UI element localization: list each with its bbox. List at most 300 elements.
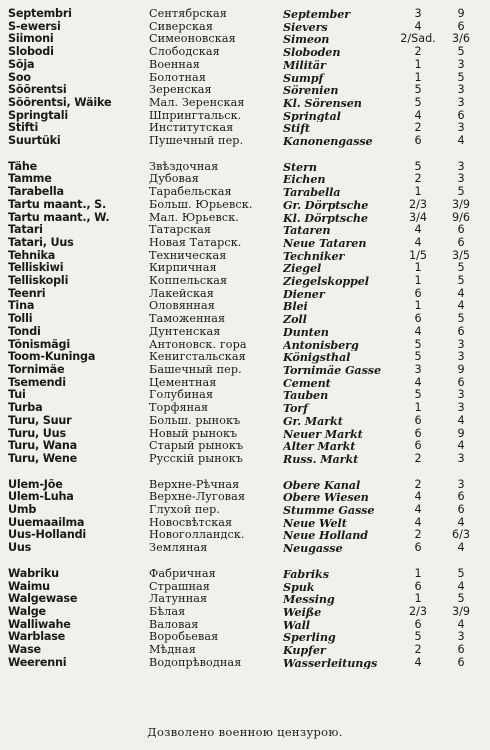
estonian-name: Uuemaailma [8, 516, 85, 529]
table-row [8, 8, 482, 21]
section-number: 4 [457, 287, 465, 300]
estonian-name: Turu, Uus [8, 427, 66, 440]
estonian-name: Turu, Wene [8, 452, 78, 465]
table-row [8, 72, 482, 85]
section-number: 4 [457, 542, 465, 555]
estonian-name: Tamme [8, 173, 52, 186]
russian-name: Бѣлая [149, 605, 186, 618]
table-row [8, 504, 482, 517]
estonian-name: Tsemendi [8, 376, 66, 389]
german-name: Eichen [283, 173, 326, 187]
estonian-name: S-ewersi [8, 20, 61, 33]
german-name: Ziegelskoppel [283, 275, 369, 288]
district-number: 2/3 [408, 605, 427, 618]
estonian-name: Siimoni [8, 33, 54, 46]
russian-name: Латунная [149, 593, 208, 606]
russian-name: Звѣздочная [149, 160, 219, 173]
section-number: 5 [457, 593, 465, 606]
table-row [8, 326, 482, 339]
german-name: Tornimäe Gasse [283, 363, 381, 377]
group-spacer [8, 555, 482, 568]
table-body [8, 8, 482, 669]
section-number: 4 [457, 414, 465, 427]
estonian-name: Tondi [8, 325, 41, 338]
district-number: 3 [414, 363, 422, 376]
estonian-name: Wase [8, 644, 41, 657]
table-row [8, 644, 482, 657]
table-row [8, 199, 482, 212]
table-row [8, 33, 482, 46]
russian-name: Зеренская [149, 84, 212, 97]
table-row [8, 173, 482, 186]
district-number: 4 [414, 504, 422, 517]
district-number: 6 [414, 580, 422, 593]
russian-name: Институтская [149, 122, 234, 135]
russian-name: Коппельская [149, 275, 228, 288]
estonian-name: Tornimäe [8, 363, 65, 376]
russian-name: Кенигстальская [149, 351, 246, 364]
district-number: 6 [414, 427, 422, 440]
estonian-name: Toom-Kuninga [8, 351, 96, 364]
section-number: 9/6 [451, 211, 470, 224]
section-number: 3 [457, 452, 465, 465]
section-number: 4 [457, 618, 465, 631]
estonian-name: Sõõrentsi [8, 84, 67, 97]
district-number: 5 [414, 96, 422, 109]
russian-name: Болотная [149, 71, 206, 84]
german-name: Gr. Dörptsche [283, 198, 369, 212]
table-row [8, 415, 482, 428]
estonian-name: Tähe [8, 160, 38, 173]
russian-name: Глухой пер. [149, 504, 221, 517]
table-row [8, 606, 482, 619]
district-number: 2 [414, 529, 422, 542]
russian-name: Русскій рынокъ [149, 452, 243, 465]
russian-name: Новосвѣтская [149, 516, 233, 529]
german-name: September [283, 8, 351, 21]
section-number: 3 [457, 351, 465, 364]
estonian-name: Wabriku [8, 567, 59, 580]
table-row [8, 84, 482, 97]
district-number: 4 [414, 224, 422, 237]
section-number: 3 [457, 84, 465, 97]
russian-name: Кирпичная [149, 262, 217, 275]
district-number: 4 [414, 236, 422, 249]
german-name: Sloboden [283, 46, 341, 59]
german-name: Diener [283, 287, 325, 301]
russian-name: Больш. Юрьевск. [149, 198, 253, 211]
district-number: 4 [414, 109, 422, 122]
district-number: 5 [414, 351, 422, 364]
censorship-note: Дозволено военною цензурою. [147, 725, 343, 739]
estonian-name: Tolli [8, 313, 33, 326]
russian-name: Больш. рынокъ [149, 414, 241, 427]
estonian-name: Springtali [8, 109, 68, 122]
section-number: 6 [457, 504, 465, 517]
section-number: 5 [457, 567, 465, 580]
german-name: Fabriks [283, 567, 329, 581]
estonian-name: Tarabella [8, 186, 64, 199]
district-number: 4 [414, 516, 422, 529]
district-number: 4 [414, 20, 422, 33]
section-number: 3 [457, 389, 465, 402]
table-row [8, 428, 482, 441]
german-name: Zoll [283, 313, 307, 326]
russian-name: Башечный пер. [149, 363, 242, 376]
district-number: 4 [414, 491, 422, 504]
estonian-name: Stifti [8, 122, 39, 135]
russian-name: Новоголландск. [149, 529, 245, 542]
section-number: 3 [457, 122, 465, 135]
estonian-name: Tatari [8, 224, 43, 237]
russian-name: Торфяная [149, 402, 209, 415]
estonian-name: Walgewase [8, 593, 78, 606]
table-row [8, 542, 482, 555]
table-row [8, 122, 482, 135]
section-number: 5 [457, 262, 465, 275]
russian-name: Военная [149, 58, 200, 71]
german-name: Spuk [283, 580, 315, 594]
german-name: Weiße [283, 605, 322, 619]
russian-name: Воробьевая [149, 631, 219, 644]
estonian-name: Suurtüki [8, 135, 61, 148]
german-name: Blei [283, 300, 308, 314]
estonian-name: Uus-Hollandi [8, 529, 87, 542]
german-name: Königsthal [283, 351, 351, 364]
table-row [8, 402, 482, 415]
estonian-name: Slobodi [8, 46, 54, 59]
german-name: Stumme Gasse [283, 504, 375, 517]
german-name: Wasserleitungs [283, 656, 378, 670]
section-number: 3 [457, 160, 465, 173]
section-number: 6 [457, 236, 465, 249]
estonian-name: Teenri [8, 287, 46, 300]
russian-name: Старый рынокъ [149, 440, 244, 453]
german-name: Sumpf [283, 71, 324, 85]
section-number: 3/9 [451, 198, 470, 211]
russian-name: Дунтенская [149, 325, 221, 338]
district-number: 6 [414, 135, 422, 148]
table-row [8, 339, 482, 352]
table-row [8, 440, 482, 453]
german-name: Obere Kanal [283, 478, 361, 492]
russian-name: Дубовая [149, 173, 199, 186]
section-number: 3/5 [451, 249, 470, 262]
german-name: Neue Tataren [283, 236, 367, 250]
district-number: 4 [414, 376, 422, 389]
estonian-name: Sõõrentsi, Wäike [8, 96, 112, 109]
district-number: 1 [414, 71, 422, 84]
estonian-name: Weerenni [8, 656, 67, 669]
estonian-name: Soo [8, 71, 31, 84]
russian-name: Новая Татарск. [149, 236, 242, 249]
district-number: 3 [414, 8, 422, 20]
russian-name: Мал. Зеренская [149, 96, 245, 109]
estonian-name: Tui [8, 389, 26, 402]
street-name-table [8, 8, 482, 669]
table-row [8, 479, 482, 492]
district-number: 6 [414, 618, 422, 631]
section-number: 3 [457, 631, 465, 644]
section-number: 6 [457, 644, 465, 657]
russian-name: Сиверская [149, 20, 213, 33]
district-number: 2 [414, 478, 422, 491]
section-number: 6/3 [451, 529, 470, 542]
section-number: 6 [457, 109, 465, 122]
table-row [8, 186, 482, 199]
russian-name: Верхне-Луговая [149, 491, 246, 504]
table-row [8, 453, 482, 466]
russian-name: Водопрѣводная [149, 656, 242, 669]
table-row [8, 250, 482, 263]
table-row [8, 517, 482, 530]
district-number: 2 [414, 122, 422, 135]
german-name: Sperling [283, 631, 336, 645]
russian-name: Голубиная [149, 389, 214, 402]
district-number: 1 [414, 300, 422, 313]
section-number: 6 [457, 491, 465, 504]
german-name: Neue Welt [283, 516, 347, 530]
district-number: 5 [414, 631, 422, 644]
german-name: Wall [283, 618, 310, 632]
german-name: Tarabella [283, 186, 341, 199]
estonian-name: Sõja [8, 58, 35, 71]
table-row [8, 288, 482, 301]
district-number: 2/3 [408, 198, 427, 211]
russian-name: Верхне-Рѣчная [149, 478, 240, 491]
german-name: Russ. Markt [283, 452, 359, 466]
russian-name: Техническая [149, 249, 227, 262]
district-number: 4 [414, 325, 422, 338]
table-row [8, 313, 482, 326]
section-number: 3 [457, 402, 465, 415]
estonian-name: Turba [8, 402, 43, 415]
table-row [8, 351, 482, 364]
district-number: 2 [414, 644, 422, 657]
estonian-name: Tartu maant., W. [8, 211, 110, 224]
german-name: Tauben [283, 389, 329, 403]
german-name: Messing [283, 593, 335, 606]
estonian-name: Waimu [8, 580, 50, 593]
estonian-name: Walge [8, 605, 46, 618]
section-number: 3 [457, 96, 465, 109]
group-spacer [8, 148, 482, 161]
section-number: 4 [457, 135, 465, 148]
district-number: 3/4 [408, 211, 427, 224]
russian-name: Мѣдная [149, 644, 196, 657]
district-number: 6 [414, 440, 422, 453]
estonian-name: Uus [8, 542, 32, 555]
estonian-name: Telliskopli [8, 275, 69, 288]
section-number: 6 [457, 656, 465, 669]
german-name: Neuer Markt [283, 427, 363, 441]
district-number: 1 [414, 58, 422, 71]
table-row [8, 631, 482, 644]
section-number: 4 [457, 580, 465, 593]
estonian-name: Septembri [8, 8, 72, 20]
table-row [8, 593, 482, 606]
table-row [8, 161, 482, 174]
german-name: Techniker [283, 249, 345, 263]
german-name: Antonisberg [283, 338, 359, 352]
table-row [8, 377, 482, 390]
german-name: Obere Wiesen [283, 491, 369, 505]
estonian-name: Warblase [8, 631, 66, 644]
russian-name: Оловянная [149, 300, 215, 313]
district-number: 6 [414, 287, 422, 300]
russian-name: Новый рынокъ [149, 427, 238, 440]
table-row [8, 657, 482, 670]
russian-name: Слободская [149, 46, 220, 59]
table-row [8, 364, 482, 377]
district-number: 5 [414, 389, 422, 402]
german-name: Neue Holland [283, 529, 369, 543]
group-spacer [8, 466, 482, 479]
district-number: 1 [414, 567, 422, 580]
table-row [8, 300, 482, 313]
russian-name: Татарская [149, 224, 212, 237]
table-row [8, 21, 482, 34]
section-number: 9 [457, 363, 465, 376]
section-number: 6 [457, 20, 465, 33]
german-name: Kupfer [283, 644, 326, 657]
russian-name: Мал. Юрьевск. [149, 211, 239, 224]
district-number: 1 [414, 593, 422, 606]
german-name: Gr. Markt [283, 414, 343, 428]
table-row [8, 224, 482, 237]
estonian-name: Telliskiwi [8, 262, 64, 275]
table-row [8, 491, 482, 504]
section-number: 9 [457, 8, 465, 20]
german-name: Stift [283, 122, 310, 136]
district-number: 6 [414, 542, 422, 555]
german-name: Cement [283, 376, 331, 390]
russian-name: Пушечный пер. [149, 135, 244, 148]
estonian-name: Turu, Suur [8, 414, 72, 427]
estonian-name: Ülem-Jõe [8, 478, 63, 491]
district-number: 1 [414, 402, 422, 415]
table-row [8, 581, 482, 594]
table-row [8, 619, 482, 632]
german-name: Stern [283, 160, 317, 174]
russian-name: Страшная [149, 580, 210, 593]
district-number: 2 [414, 173, 422, 186]
table-row [8, 237, 482, 250]
district-number: 5 [414, 160, 422, 173]
district-number: 4 [414, 656, 422, 669]
section-number: 3 [457, 478, 465, 491]
estonian-name: Tatari, Uus [8, 236, 74, 249]
russian-name: Антоновск. гора [149, 338, 247, 351]
german-name: Simeon [283, 33, 330, 47]
russian-name: Лакейская [149, 287, 214, 300]
german-name: Militär [283, 58, 326, 72]
table-row [8, 135, 482, 148]
district-number: 2 [414, 46, 422, 59]
russian-name: Шпрингтальск. [149, 109, 242, 122]
section-number: 3/9 [451, 605, 470, 618]
german-name: Sievers [283, 20, 328, 34]
estonian-name: Turu, Wana [8, 440, 77, 453]
russian-name: Валовая [149, 618, 199, 631]
estonian-name: Walliwahe [8, 618, 71, 631]
district-number: 1 [414, 262, 422, 275]
table-row [8, 262, 482, 275]
district-number: 6 [414, 414, 422, 427]
section-number: 4 [457, 300, 465, 313]
district-number: 1/5 [408, 249, 427, 262]
russian-name: Фабричная [149, 567, 216, 580]
estonian-name: Ülem-Luha [8, 491, 74, 504]
section-number: 6 [457, 224, 465, 237]
district-number: 2/Sad. [400, 33, 436, 46]
section-number: 3 [457, 58, 465, 71]
estonian-name: Tina [8, 300, 35, 313]
district-number: 2 [414, 452, 422, 465]
section-number: 5 [457, 275, 465, 288]
german-name: Springtal [283, 109, 341, 123]
estonian-name: Umb [8, 504, 37, 517]
russian-name: Земляная [149, 542, 208, 555]
table-row [8, 97, 482, 110]
section-number: 6 [457, 325, 465, 338]
table-row [8, 110, 482, 123]
german-name: Neugasse [283, 542, 343, 555]
district-number: 6 [414, 313, 422, 326]
table-row [8, 389, 482, 402]
section-number: 4 [457, 440, 465, 453]
german-name: Alter Markt [283, 440, 356, 453]
estonian-name: Tartu maant., S. [8, 198, 107, 211]
district-number: 5 [414, 84, 422, 97]
german-name: Sörenien [283, 84, 339, 97]
table-row [8, 46, 482, 59]
section-number: 3 [457, 173, 465, 186]
district-number: 1 [414, 186, 422, 199]
german-name: Tataren [283, 224, 331, 237]
district-number: 1 [414, 275, 422, 288]
estonian-name: Tehnika [8, 249, 56, 262]
german-name: Kl. Dörptsche [283, 211, 368, 225]
section-number: 5 [457, 46, 465, 59]
section-number: 3 [457, 338, 465, 351]
table-row [8, 275, 482, 288]
section-number: 9 [457, 427, 465, 440]
section-number: 4 [457, 516, 465, 529]
table-row [8, 568, 482, 581]
german-name: Kl. Sörensen [283, 96, 362, 110]
german-name: Torf [283, 402, 308, 415]
german-name: Ziegel [283, 262, 322, 276]
russian-name: Цементная [149, 376, 217, 389]
german-name: Kanonengasse [283, 135, 373, 148]
section-number: 5 [457, 71, 465, 84]
russian-name: Симеоновская [149, 33, 236, 46]
section-number: 5 [457, 186, 465, 199]
table-row [8, 59, 482, 72]
german-name: Dunten [283, 325, 329, 339]
section-number: 3/6 [451, 33, 470, 46]
table-row [8, 212, 482, 225]
russian-name: Таможенная [149, 313, 226, 326]
section-number: 5 [457, 313, 465, 326]
russian-name: Сентябрская [149, 8, 227, 20]
russian-name: Тарабельская [149, 186, 232, 199]
district-number: 5 [414, 338, 422, 351]
estonian-name: Tõnismägi [8, 338, 70, 351]
table-row [8, 529, 482, 542]
section-number: 6 [457, 376, 465, 389]
